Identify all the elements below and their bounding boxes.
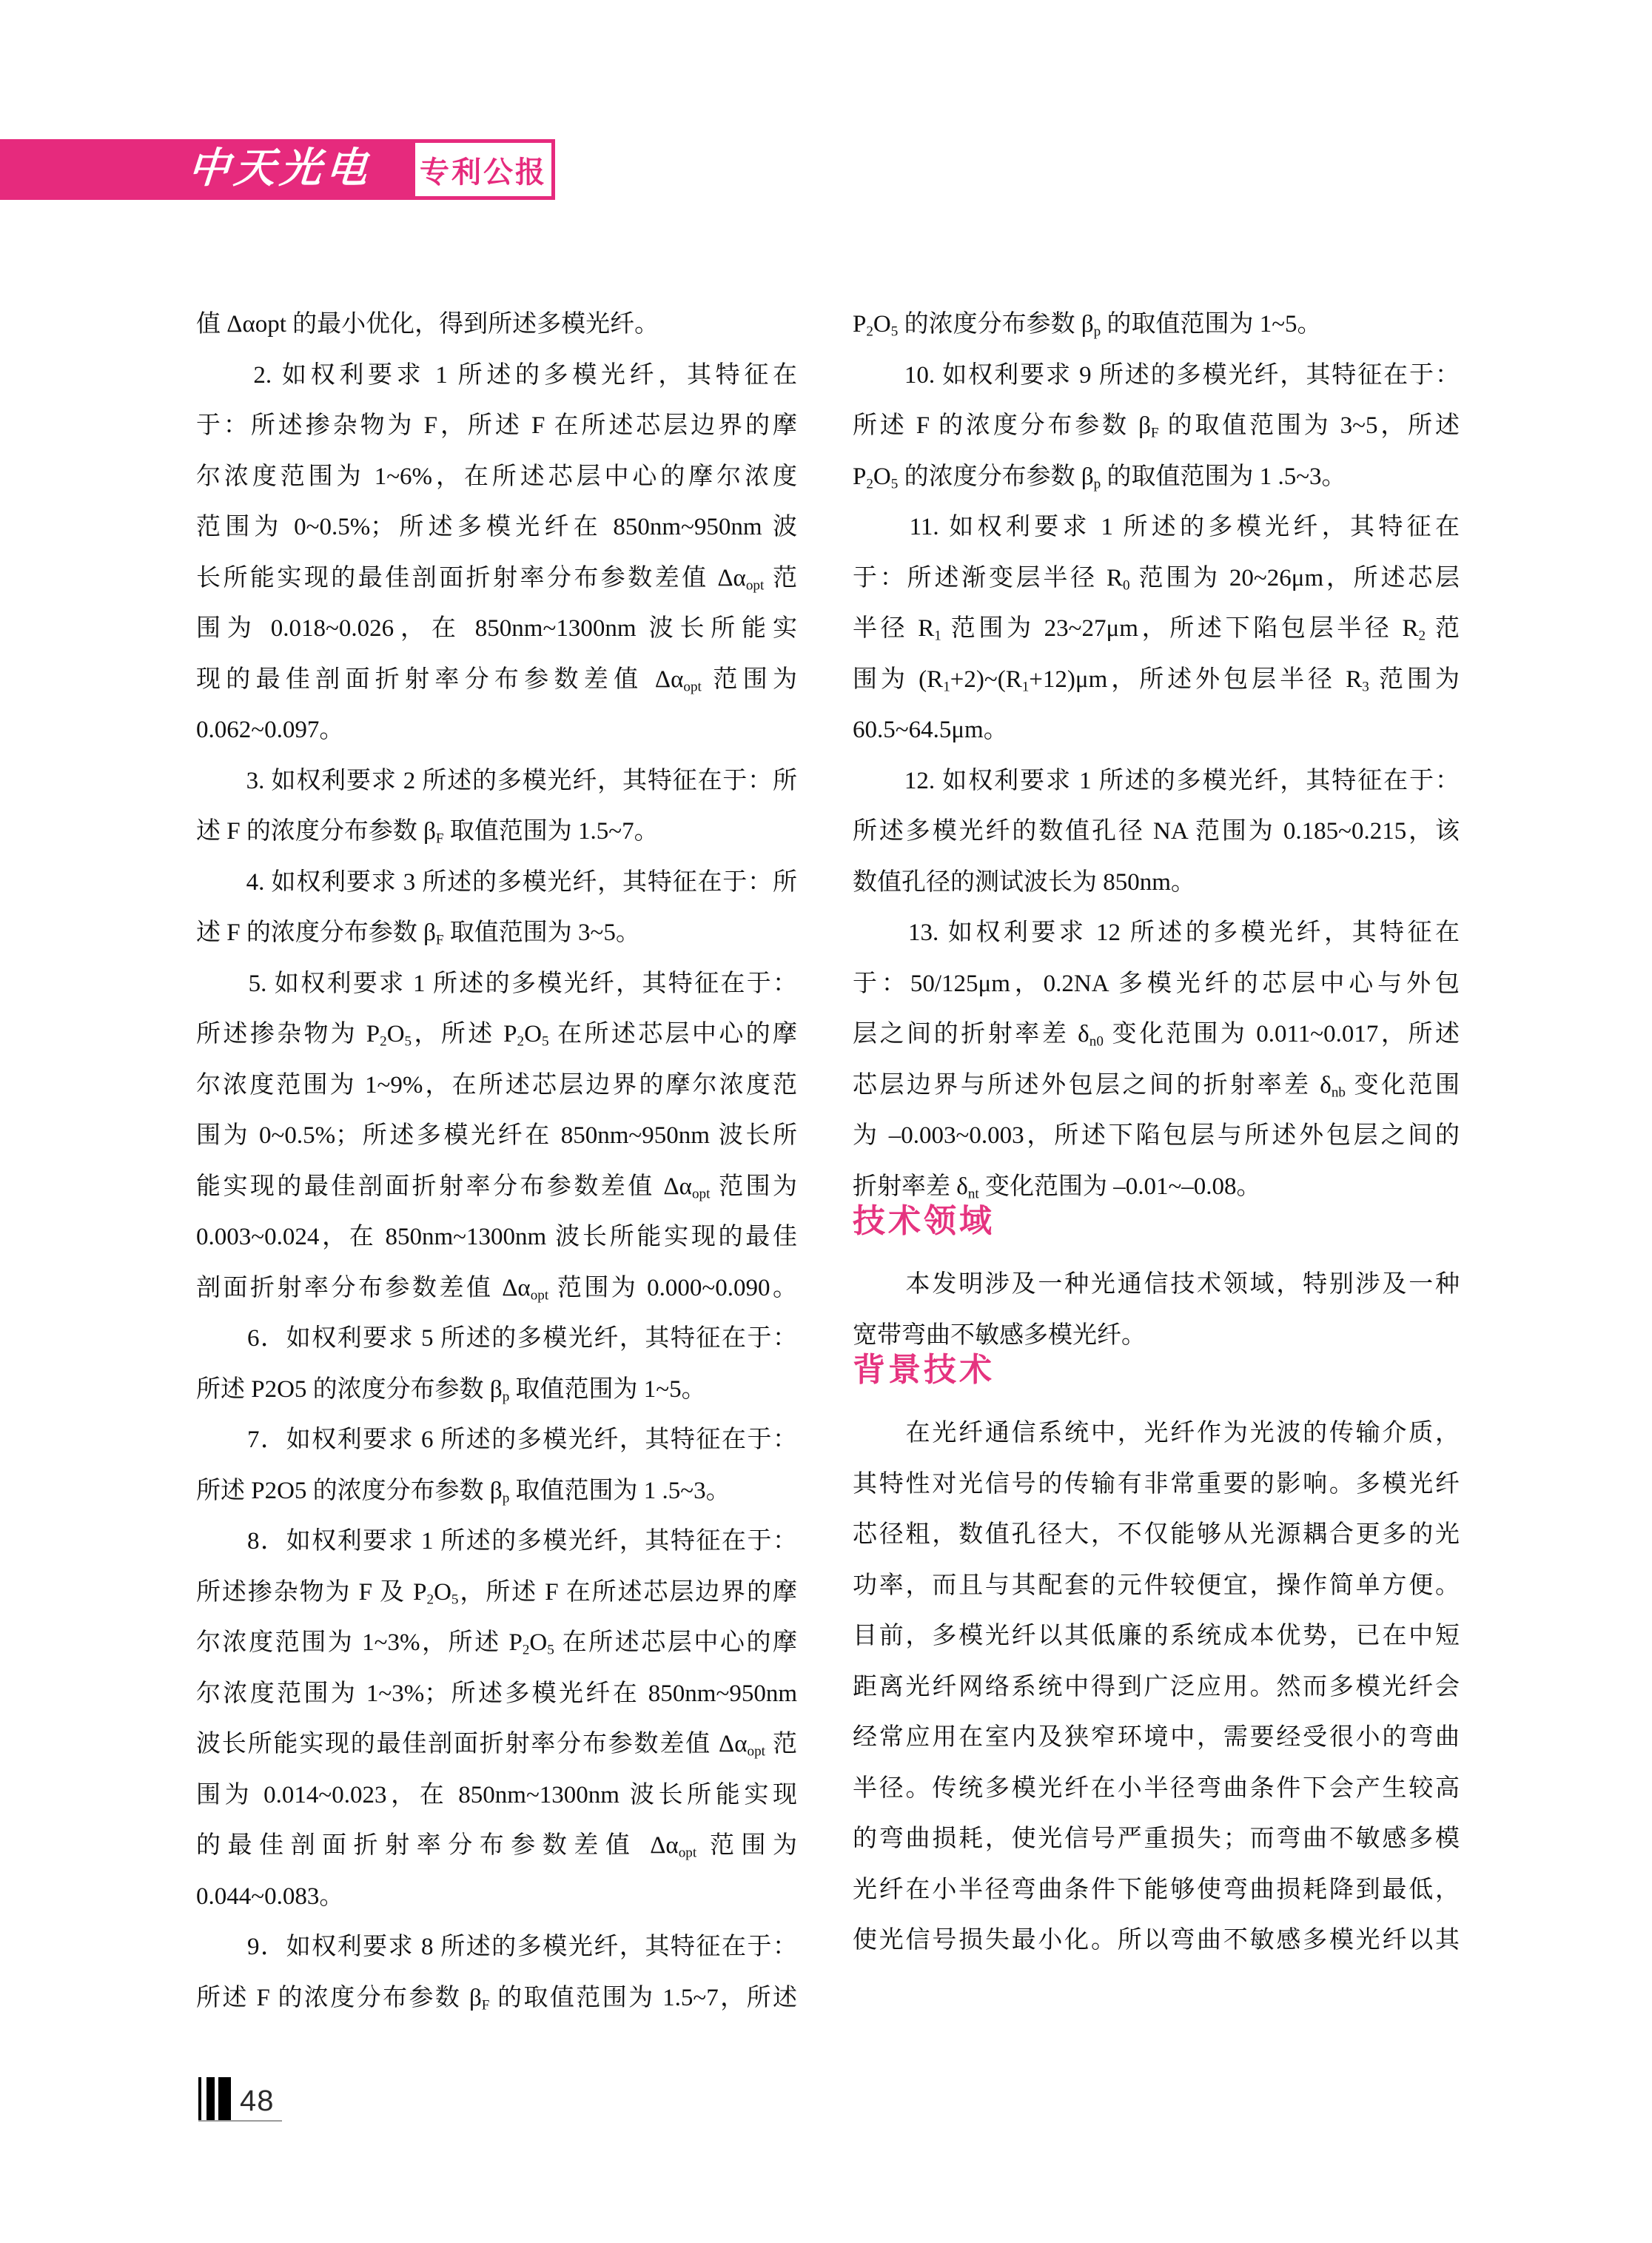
text-line: 0.062~0.097。: [196, 717, 344, 743]
section-heading: 背景技术: [853, 1352, 995, 1388]
text-line: 所述 P2O5 的浓度分布参数 $\beta_p$ 取值范围为 1 .5~3。: [196, 1477, 731, 1506]
text-line: 芯层边界与所述外包层之间的折射率差 $\delta_{nb}$ 变化范围: [853, 1071, 1460, 1101]
text-line: 尔浓度范围为 1~3%；所述多模光纤在 850nm~950nm: [196, 1680, 797, 1707]
text-line: 述 F 的浓度分布参数 $\beta_F$ 取值范围为 3~5。: [196, 919, 640, 948]
text-line: 光纤在小半径弯曲条件下能够使弯曲损耗降到最低，: [853, 1876, 1460, 1903]
text-line: 的弯曲损耗，使光信号严重损失；而弯曲不敏感多模: [853, 1825, 1460, 1852]
text-line: 围为 $(R_1+2)\sim(R_1+12)\mu m$，所述外包层半径 $R_3$ 范围为: [853, 665, 1460, 695]
footer-bars-icon: [198, 2077, 231, 2120]
text-line: 范围为 0~0.5%；所述多模光纤在 850nm~950nm 波: [196, 514, 797, 540]
page-number: 48: [240, 2085, 275, 2117]
text-line: 围为 0.018~0.026，在 850nm~1300nm 波长所能实: [196, 615, 797, 642]
text-line: 围为 0~0.5%；所述多模光纤在 850nm~950nm 波长所: [196, 1122, 797, 1149]
text-line: 述 F 的浓度分布参数 $\beta_F$ 取值范围为 1.5~7。: [196, 818, 659, 847]
text-line: 折射率差 $\delta_{nt}$ 变化范围为 –0.01~–0.08。: [853, 1173, 1261, 1202]
text-line: 长所能实现的最佳剖面折射率分布参数差值 $\Delta\alpha_{opt}$ 范: [196, 564, 797, 594]
text-line: 6．如权利要求 5 所述的多模光纤，其特征在于：: [196, 1325, 797, 1352]
text-line: 使光信号损失最小化。所以弯曲不敏感多模光纤以其: [853, 1927, 1460, 1954]
text-line: 所述掺杂物为 $P_2O_5$，所述 $P_2O_5$ 在所述芯层中心的摩: [196, 1021, 797, 1050]
text-line: 其特性对光信号的传输有非常重要的影响。多模光纤: [853, 1470, 1460, 1498]
text-line: 为 –0.003~0.003，所述下陷包层与所述外包层之间的: [853, 1122, 1460, 1149]
text-line: 4. 如权利要求 3 所述的多模光纤，其特征在于：所: [196, 868, 797, 896]
text-line: 距离光纤网络系统中得到广泛应用。然而多模光纤会: [853, 1673, 1460, 1700]
text-line: 围为 0.014~0.023，在 850nm~1300nm 波长所能实现: [196, 1781, 797, 1808]
text-line: 所述 F 的浓度分布参数 $\beta_F$ 的取值范围为 3~5，所述: [853, 412, 1460, 441]
text-line: $P_2O_5$ 的浓度分布参数 $\beta_p$ 的取值范围为 1~5。: [853, 311, 1322, 340]
text-line: 3. 如权利要求 2 所述的多模光纤，其特征在于：所: [196, 767, 797, 794]
text-line: 本发明涉及一种光通信技术领域，特别涉及一种: [853, 1271, 1460, 1298]
text-line: 目前，多模光纤以其低廉的系统成本优势，已在中短: [853, 1623, 1460, 1649]
text-line: 7．如权利要求 6 所述的多模光纤，其特征在于：: [196, 1426, 797, 1453]
right-column: [853, 299, 1460, 1966]
left-column: [196, 299, 797, 2023]
text-line: 在光纤通信系统中，光纤作为光波的传输介质，: [853, 1420, 1460, 1446]
text-line: 于：所述掺杂物为 F，所述 F 在所述芯层边界的摩: [196, 412, 797, 439]
text-line: 值 Δαopt 的最小优化，得到所述多模光纤。: [196, 311, 659, 338]
text-line: 5. 如权利要求 1 所述的多模光纤，其特征在于：: [196, 970, 797, 997]
section-heading: 技术领域: [853, 1203, 995, 1239]
text-line: 芯径粗，数值孔径大，不仅能够从光源耦合更多的光: [853, 1521, 1460, 1548]
text-line: $P_2O_5$ 的浓度分布参数 $\beta_p$ 的取值范围为 1 .5~3。: [853, 463, 1346, 492]
company-logo: 中天光电: [186, 146, 374, 192]
text-line: 尔浓度范围为 1~9%，在所述芯层边界的摩尔浓度范: [196, 1071, 797, 1099]
text-line: 数值孔径的测试波长为 850nm。: [853, 868, 1195, 896]
text-line: 尔浓度范围为 1~6%，在所述芯层中心的摩尔浓度: [196, 463, 797, 490]
text-line: 12. 如权利要求 1 所述的多模光纤，其特征在于：: [853, 767, 1460, 794]
patent-bulletin-badge: [412, 139, 555, 200]
text-line: 经常应用在室内及狭窄环境中，需要经受很小的弯曲: [853, 1724, 1460, 1751]
text-line: 2. 如权利要求 1 所述的多模光纤，其特征在: [196, 361, 797, 389]
header-band: [0, 139, 412, 200]
text-line: 于：所述渐变层半径 $R_0$ 范围为 20~26μm，所述芯层: [853, 564, 1460, 594]
text-line: 于：50/125μm，0.2NA 多模光纤的芯层中心与外包: [853, 970, 1460, 997]
text-line: 剖面折射率分布参数差值 $\Delta\alpha_{opt}$ 范围为 0.000~0.090。: [196, 1274, 797, 1304]
text-line: 13. 如权利要求 12 所述的多模光纤，其特征在: [853, 919, 1460, 946]
text-line: 所述多模光纤的数值孔径 NA 范围为 0.185~0.215，该: [853, 818, 1460, 845]
text-line: 所述 P2O5 的浓度分布参数 $\beta_p$ 取值范围为 1~5。: [196, 1375, 706, 1405]
text-line: 0.003~0.024，在 850nm~1300nm 波长所能实现的最佳: [196, 1224, 797, 1250]
text-line: 半径 $R_1$ 范围为 23~27μm，所述下陷包层半径 $R_2$ 范: [853, 615, 1460, 644]
patent-bulletin-label: 专利公报: [420, 155, 547, 189]
text-line: 宽带弯曲不敏感多模光纤。: [853, 1321, 1146, 1349]
text-line: 的最佳剖面折射率分布参数差值 $\Delta\alpha_{opt}$ 范围为: [196, 1832, 797, 1861]
text-line: 0.044~0.083。: [196, 1882, 344, 1910]
text-line: 所述掺杂物为 F 及 $P_2O_5$，所述 F 在所述芯层边界的摩: [196, 1578, 797, 1608]
text-line: 8．如权利要求 1 所述的多模光纤，其特征在于：: [196, 1528, 797, 1555]
text-line: 能实现的最佳剖面折射率分布参数差值 $\Delta\alpha_{opt}$ 范围为: [196, 1173, 797, 1202]
text-line: 层之间的折射率差 $\delta_{n0}$ 变化范围为 0.011~0.017，所述: [853, 1021, 1460, 1050]
text-line: 10. 如权利要求 9 所述的多模光纤，其特征在于：: [853, 361, 1460, 389]
text-line: 波长所能实现的最佳剖面折射率分布参数差值 $\Delta\alpha_{opt}$ 范: [196, 1731, 797, 1760]
footer: [198, 2077, 275, 2120]
text-line: 现的最佳剖面折射率分布参数差值 $\Delta\alpha_{opt}$ 范围为: [196, 665, 797, 695]
text-line: 半径。传统多模光纤在小半径弯曲条件下会产生较高: [853, 1774, 1460, 1802]
text-line: 所述 F 的浓度分布参数 $\beta_F$ 的取值范围为 1.5~7，所述: [196, 1984, 797, 2014]
text-line: 11. 如权利要求 1 所述的多模光纤，其特征在: [853, 514, 1460, 540]
text-line: 9．如权利要求 8 所述的多模光纤，其特征在于：: [196, 1934, 797, 1960]
text-line: 60.5~64.5μm。: [853, 717, 1008, 743]
footer-rule: [198, 2120, 282, 2122]
text-line: 功率，而且与其配套的元件较便宜，操作简单方便。: [853, 1572, 1460, 1599]
text-line: 尔浓度范围为 1~3%，所述 $P_2O_5$ 在所述芯层中心的摩: [196, 1629, 797, 1658]
